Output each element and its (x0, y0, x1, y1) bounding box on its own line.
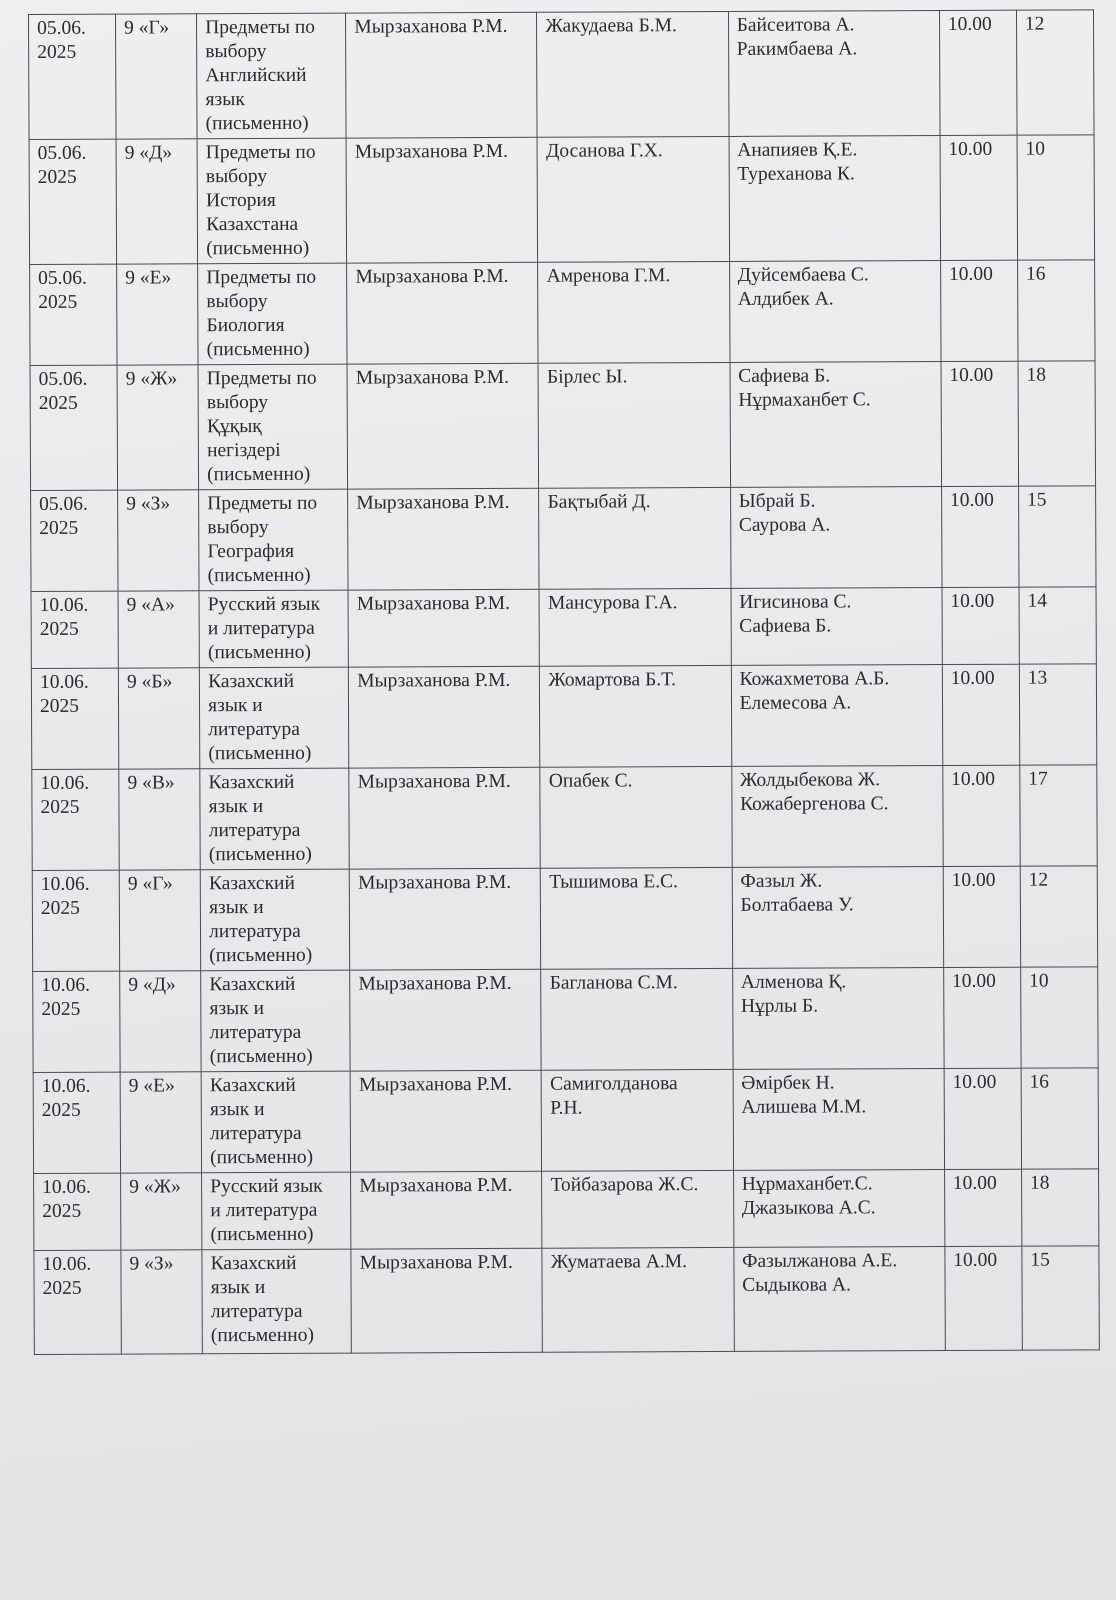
assistants-line: Сыдыкова А. (742, 1274, 852, 1296)
assistants-line: Сафиева Б. (738, 365, 831, 387)
examiner-line: Досанова Г.Х. (545, 140, 663, 162)
assistants-cell (731, 588, 943, 666)
subject-line: Русский язык (207, 593, 321, 616)
table-row (31, 486, 1096, 592)
student-count-cell: 18 (1021, 1169, 1098, 1246)
commission-chair-cell: Мырзаханова Р.М. (351, 1171, 543, 1249)
table-row (30, 361, 1096, 491)
subject-cell (199, 590, 348, 668)
start-time-cell: 10.00 (943, 866, 1021, 967)
exam-date-line: 10.06. (42, 1176, 91, 1198)
exam-date-line: 2025 (40, 897, 80, 919)
examiner-line: Тышимова Е.С. (549, 871, 679, 893)
subject-line: (письменно) (210, 1324, 314, 1347)
student-count-cell: 18 (1018, 361, 1096, 486)
assistants-line: Әмірбек Н. (741, 1072, 835, 1094)
subject-line: язык и (208, 694, 263, 717)
exam-date-cell (31, 490, 119, 591)
examiner-line: Р.Н. (550, 1097, 583, 1119)
examiner-cell (540, 665, 732, 767)
assistants-cell (728, 11, 940, 137)
assistants-line: Алдибек А. (737, 288, 834, 310)
start-time-cell: 10.00 (942, 587, 1019, 664)
assistants-cell (732, 867, 944, 969)
subject-line: (письменно) (206, 338, 310, 361)
table-row (31, 664, 1096, 770)
subject-line: Предметы по (206, 266, 317, 289)
subject-line: язык и (208, 896, 264, 919)
examiner-cell (537, 136, 729, 262)
assistants-line: Ыбрай Б. (738, 490, 816, 512)
subject-line: Казахский (210, 1252, 297, 1275)
examiner-cell (538, 261, 730, 363)
subject-line: (письменно) (210, 1146, 314, 1169)
table-row (33, 1068, 1098, 1174)
subject-line: Казахский (208, 872, 295, 895)
class-cell: 9 «Б» (118, 668, 200, 769)
class-cell: 9 «А» (118, 591, 199, 668)
subject-line: (письменно) (207, 641, 312, 664)
subject-line: выбору (206, 290, 268, 313)
examiner-cell (538, 362, 730, 488)
exam-date-line: 10.06. (39, 671, 89, 693)
student-count-cell: 12 (1020, 866, 1098, 967)
assistants-line: Дуйсембаева С. (737, 264, 869, 286)
commission-chair-cell: Мырзаханова Р.М. (350, 969, 542, 1071)
exam-date-line: 2025 (39, 517, 79, 539)
subject-line: выбору (206, 391, 269, 414)
subject-line: и литература (207, 617, 315, 640)
subject-line: (письменно) (208, 742, 312, 765)
subject-line: выбору (205, 40, 267, 63)
assistants-line: Анапияев Қ.Е. (737, 139, 858, 161)
assistants-cell (729, 136, 941, 262)
assistants-line: Жолдыбекова Ж. (739, 769, 881, 791)
subject-line: литература (208, 718, 300, 741)
subject-line: язык и (209, 1098, 265, 1121)
subject-line: (письменно) (209, 1045, 313, 1068)
subject-cell (201, 970, 351, 1072)
class-cell: 9 «Д» (120, 971, 202, 1072)
subject-line: Английский (205, 64, 307, 87)
subject-line: (письменно) (206, 237, 310, 260)
assistants-line: Нұрмаханбет С. (738, 389, 871, 411)
subject-cell (200, 768, 350, 870)
subject-line: (письменно) (210, 1223, 314, 1246)
class-cell: 9 «Г» (119, 870, 201, 971)
exam-date-line: 10.06. (40, 873, 90, 895)
assistants-line: Кожахметова А.Б. (739, 668, 890, 690)
student-count-cell: 16 (1017, 260, 1095, 361)
commission-chair-cell: Мырзаханова Р.М. (349, 868, 541, 970)
commission-chair-cell: Мырзаханова Р.М. (347, 262, 539, 364)
exam-date-cell (32, 769, 120, 870)
start-time-cell: 10.00 (943, 967, 1021, 1068)
table-row (33, 967, 1098, 1073)
subject-line: негіздері (207, 439, 281, 462)
assistants-cell (730, 362, 942, 488)
exam-date-cell (34, 1250, 122, 1354)
subject-line: (письменно) (209, 944, 313, 967)
subject-line: выбору (207, 516, 269, 539)
table-row (34, 1169, 1099, 1251)
exam-date-line: 05.06. (38, 267, 87, 289)
exam-date-line: 2025 (41, 1099, 81, 1121)
exam-date-line: 05.06. (39, 493, 88, 515)
subject-line: язык и (209, 997, 265, 1020)
examiner-line: Жуматаева А.М. (550, 1251, 688, 1273)
subject-line: Предметы по (205, 16, 316, 39)
subject-line: Предметы по (205, 141, 316, 164)
exam-date-line: 2025 (37, 166, 77, 188)
exam-date-line: 2025 (38, 291, 78, 313)
class-cell: 9 «Е» (120, 1072, 202, 1173)
examiner-line: Амренова Г.М. (546, 265, 671, 287)
exam-date-line: 2025 (38, 392, 78, 414)
exam-date-line: 05.06. (38, 368, 88, 390)
table-row (29, 10, 1095, 140)
start-time-cell: 10.00 (944, 1068, 1022, 1169)
assistants-line: Нұрлы Б. (740, 995, 819, 1017)
assistants-line: Болтабаева У. (740, 894, 854, 916)
assistants-line: Байсеитова А. (736, 14, 855, 36)
subject-line: История (205, 189, 276, 212)
exam-date-line: 2025 (41, 998, 81, 1020)
student-count-cell: 10 (1021, 967, 1099, 1068)
exam-date-line: 2025 (42, 1200, 82, 1222)
start-time-cell: 10.00 (940, 135, 1018, 260)
subject-line: литература (209, 920, 301, 943)
exam-date-line: 10.06. (42, 1253, 92, 1275)
examiner-cell (542, 1247, 734, 1352)
exam-schedule-table (28, 9, 1100, 1355)
exam-date-cell (34, 1173, 121, 1250)
exam-date-line: 10.06. (41, 974, 91, 996)
subject-line: литература (208, 819, 301, 842)
exam-date-cell (30, 264, 118, 365)
subject-line: (письменно) (208, 843, 312, 866)
assistants-cell (733, 1247, 945, 1352)
subject-line: (письменно) (205, 112, 309, 135)
subject-line: Биология (206, 314, 285, 337)
examiner-line: Самиголданова (550, 1073, 678, 1095)
assistants-line: Кожабергенова С. (740, 793, 889, 815)
student-count-cell: 15 (1022, 1246, 1100, 1350)
commission-chair-cell: Мырзаханова Р.М. (350, 1070, 542, 1172)
subject-cell (199, 489, 349, 591)
examiner-cell (542, 1170, 734, 1248)
subject-line: Предметы по (207, 492, 318, 515)
class-cell: 9 «Д» (116, 139, 198, 264)
commission-chair-cell: Мырзаханова Р.М. (348, 488, 540, 590)
class-cell: 9 «Ж» (121, 1173, 202, 1250)
exam-date-line: 10.06. (39, 594, 89, 616)
subject-line: География (207, 540, 295, 563)
examiner-cell (541, 867, 733, 969)
subject-line: язык и (210, 1276, 266, 1299)
subject-cell (202, 1172, 351, 1250)
exam-date-line: 10.06. (41, 1075, 91, 1097)
table-row (29, 135, 1095, 265)
subject-cell (201, 1071, 351, 1173)
class-cell: 9 «Е» (117, 264, 199, 365)
subject-line: (письменно) (207, 564, 311, 587)
commission-chair-cell: Мырзаханова Р.М. (349, 767, 541, 869)
assistants-cell (733, 1069, 945, 1171)
table-row (32, 765, 1097, 871)
commission-chair-cell: Мырзаханова Р.М. (347, 363, 539, 489)
exam-date-line: 2025 (40, 796, 80, 818)
subject-line: Казахский (208, 771, 295, 794)
subject-line: выбору (205, 165, 268, 188)
exam-date-cell (31, 591, 118, 668)
subject-line: литература (210, 1300, 303, 1323)
subject-line: Казахский (208, 670, 295, 693)
student-count-cell: 15 (1018, 486, 1096, 587)
subject-line: литература (209, 1021, 302, 1044)
exam-date-cell (33, 1072, 121, 1173)
exam-date-line: 2025 (37, 41, 77, 63)
class-cell: 9 «В» (119, 769, 201, 870)
student-count-cell: 10 (1017, 135, 1095, 260)
subject-line: Казахстана (206, 213, 299, 236)
subject-line: литература (209, 1122, 302, 1145)
subject-line: Русский язык (210, 1175, 323, 1198)
exam-date-cell (32, 870, 120, 971)
exam-date-line: 2025 (42, 1277, 82, 1299)
examiner-line: Мансурова Г.А. (547, 592, 678, 614)
assistants-line: Джазыкова А.С. (741, 1197, 876, 1219)
table-row (30, 260, 1095, 366)
subject-line: Предметы по (206, 367, 317, 390)
assistants-line: Игисинова С. (739, 591, 852, 613)
commission-chair-cell: Мырзаханова Р.М. (348, 589, 540, 667)
subject-line: и литература (210, 1199, 318, 1222)
assistants-line: Елемесова А. (739, 692, 852, 714)
class-cell: 9 «Г» (116, 14, 198, 139)
examiner-cell (537, 11, 729, 137)
assistants-cell (733, 1170, 945, 1248)
examiner-cell (540, 766, 732, 868)
examiner-cell (542, 1069, 734, 1171)
assistants-line: Ракимбаева А. (736, 38, 858, 60)
exam-date-line: 05.06. (37, 17, 86, 39)
start-time-cell: 10.00 (940, 260, 1018, 361)
commission-chair-cell: Мырзаханова Р.М. (349, 666, 541, 768)
commission-chair-cell: Мырзаханова Р.М. (346, 137, 538, 263)
subject-cell (198, 364, 348, 490)
examiner-line: Опабек С. (548, 770, 633, 792)
table-row (34, 1246, 1099, 1355)
class-cell: 9 «З» (121, 1250, 203, 1354)
student-count-cell: 17 (1020, 765, 1098, 866)
examiner-line: Жомартова Б.Т. (548, 669, 677, 691)
assistants-line: Саурова А. (738, 514, 831, 536)
subject-line: язык (205, 89, 245, 111)
exam-date-line: 05.06. (37, 142, 87, 164)
assistants-line: Фазылжанова А.Е. (742, 1250, 898, 1272)
start-time-cell: 10.00 (943, 765, 1021, 866)
subject-line: (письменно) (207, 463, 311, 486)
subject-line: язык и (208, 795, 264, 818)
examiner-cell (541, 968, 733, 1070)
subject-cell (202, 1249, 352, 1354)
start-time-cell: 10.00 (944, 1169, 1021, 1246)
commission-chair-cell: Мырзаханова Р.М. (351, 1248, 543, 1353)
table-row (32, 866, 1097, 972)
examiner-line: Бірлес Ы. (546, 366, 628, 388)
subject-cell (197, 138, 347, 264)
class-cell: 9 «Ж» (117, 365, 199, 490)
exam-date-cell (31, 668, 119, 769)
examiner-line: Багланова С.М. (549, 972, 678, 994)
student-count-cell: 14 (1019, 587, 1096, 664)
class-cell: 9 «З» (118, 490, 200, 591)
assistants-line: Алишева М.М. (741, 1096, 867, 1118)
subject-cell (200, 869, 350, 971)
subject-cell (199, 667, 349, 769)
subject-line: Казахский (209, 973, 296, 996)
examiner-line: Бақтыбай Д. (547, 491, 651, 513)
assistants-line: Фазыл Ж. (740, 870, 823, 892)
assistants-cell (731, 665, 943, 767)
assistants-line: Туреханова К. (737, 163, 855, 185)
table-row (31, 587, 1096, 669)
start-time-cell: 10.00 (939, 10, 1017, 135)
commission-chair-cell: Мырзаханова Р.М. (346, 12, 538, 138)
subject-cell (197, 13, 347, 139)
assistants-cell (729, 261, 941, 363)
student-count-cell: 13 (1019, 664, 1097, 765)
exam-date-line: 2025 (39, 618, 79, 640)
examiner-cell (539, 487, 731, 589)
assistants-cell (730, 487, 942, 589)
start-time-cell: 10.00 (941, 361, 1019, 486)
start-time-cell: 10.00 (942, 664, 1020, 765)
table-body (29, 10, 1100, 1355)
student-count-cell: 12 (1016, 10, 1094, 135)
assistants-line: Нұрмаханбет.С. (741, 1173, 873, 1195)
examiner-line: Жакудаева Б.М. (545, 15, 677, 37)
examiner-line: Тойбазарова Ж.С. (550, 1174, 699, 1196)
assistants-cell (731, 766, 943, 868)
start-time-cell: 10.00 (941, 486, 1019, 587)
assistants-line: Сафиева Б. (739, 615, 832, 637)
exam-date-line: 10.06. (40, 772, 90, 794)
subject-line: Құқық (206, 415, 262, 438)
student-count-cell: 16 (1021, 1068, 1099, 1169)
exam-date-cell (30, 365, 118, 490)
subject-line: Казахский (209, 1074, 296, 1097)
exam-date-cell (29, 139, 117, 264)
exam-date-cell (33, 971, 121, 1072)
subject-cell (198, 263, 348, 365)
examiner-cell (539, 588, 731, 666)
assistants-line: Алменова Қ. (740, 971, 847, 993)
exam-date-cell (29, 14, 117, 139)
start-time-cell: 10.00 (945, 1246, 1023, 1350)
exam-date-line: 2025 (39, 695, 80, 717)
assistants-cell (732, 968, 944, 1070)
